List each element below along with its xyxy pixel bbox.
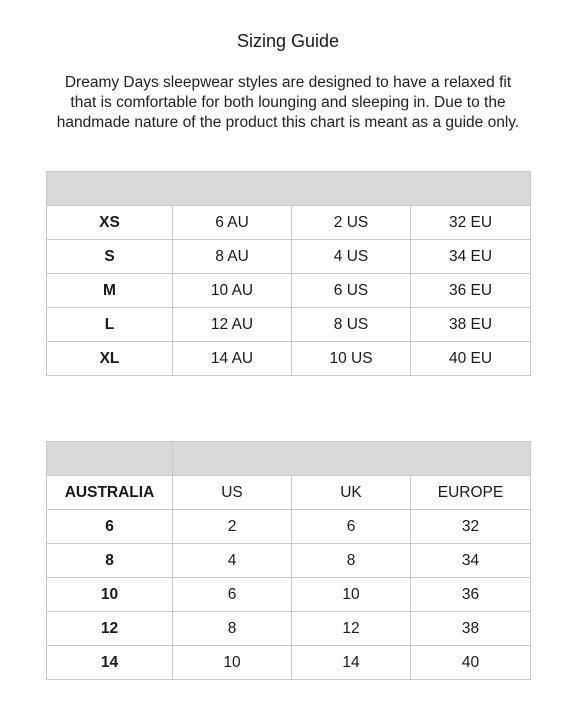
size-table-numeric	[46, 441, 531, 680]
au-size: 8 AU	[173, 240, 292, 274]
table-header-band	[47, 172, 531, 206]
page-title: Sizing Guide	[236, 31, 340, 51]
header-band-cell	[47, 172, 531, 206]
table-row	[47, 646, 531, 680]
table-row	[47, 342, 531, 376]
size-label: XS	[47, 206, 173, 240]
size-label: S	[47, 240, 173, 274]
table-row	[47, 308, 531, 342]
column-header-row	[47, 476, 531, 510]
size-label: L	[47, 308, 173, 342]
au-size: 14 AU	[173, 342, 292, 376]
column-header-us: US	[173, 476, 292, 510]
header-band-cell	[173, 442, 531, 476]
europe-size: 32	[411, 510, 531, 544]
us-size: 10 US	[292, 342, 411, 376]
europe-size: 40	[411, 646, 531, 680]
us-size: 8	[173, 612, 292, 646]
intro-line: handmade nature of the product this chart is meant as a guide only.	[56, 114, 520, 131]
europe-size: 36	[411, 578, 531, 612]
table-row	[47, 612, 531, 646]
table-row	[47, 578, 531, 612]
us-size: 2	[173, 510, 292, 544]
uk-size: 14	[292, 646, 411, 680]
us-size: 4 US	[292, 240, 411, 274]
eu-size: 34 EU	[411, 240, 531, 274]
size-table-letter	[46, 171, 531, 376]
uk-size: 10	[292, 578, 411, 612]
table-row	[47, 510, 531, 544]
europe-size: 34	[411, 544, 531, 578]
australia-size: 12	[47, 612, 173, 646]
size-label: XL	[47, 342, 173, 376]
uk-size: 12	[292, 612, 411, 646]
australia-size: 14	[47, 646, 173, 680]
eu-size: 38 EU	[411, 308, 531, 342]
intro-line: that is comfortable for both lounging and sleeping in. Due to the	[70, 94, 506, 111]
us-size: 8 US	[292, 308, 411, 342]
australia-size: 6	[47, 510, 173, 544]
table-row	[47, 240, 531, 274]
eu-size: 40 EU	[411, 342, 531, 376]
column-header-australia: AUSTRALIA	[47, 476, 173, 510]
table-header-band	[47, 442, 531, 476]
column-header-uk: UK	[292, 476, 411, 510]
eu-size: 32 EU	[411, 206, 531, 240]
intro-text	[40, 73, 536, 133]
us-size: 2 US	[292, 206, 411, 240]
table-row	[47, 206, 531, 240]
us-size: 6 US	[292, 274, 411, 308]
us-size: 6	[173, 578, 292, 612]
table-row	[47, 274, 531, 308]
au-size: 10 AU	[173, 274, 292, 308]
us-size: 4	[173, 544, 292, 578]
australia-size: 8	[47, 544, 173, 578]
europe-size: 38	[411, 612, 531, 646]
header-band-cell	[47, 442, 173, 476]
us-size: 10	[173, 646, 292, 680]
uk-size: 6	[292, 510, 411, 544]
table-row	[47, 544, 531, 578]
size-label: M	[47, 274, 173, 308]
column-header-europe: EUROPE	[411, 476, 531, 510]
intro-line: Dreamy Days sleepwear styles are designed to have a relaxed fit	[64, 74, 512, 91]
au-size: 12 AU	[173, 308, 292, 342]
australia-size: 10	[47, 578, 173, 612]
uk-size: 8	[292, 544, 411, 578]
au-size: 6 AU	[173, 206, 292, 240]
eu-size: 36 EU	[411, 274, 531, 308]
